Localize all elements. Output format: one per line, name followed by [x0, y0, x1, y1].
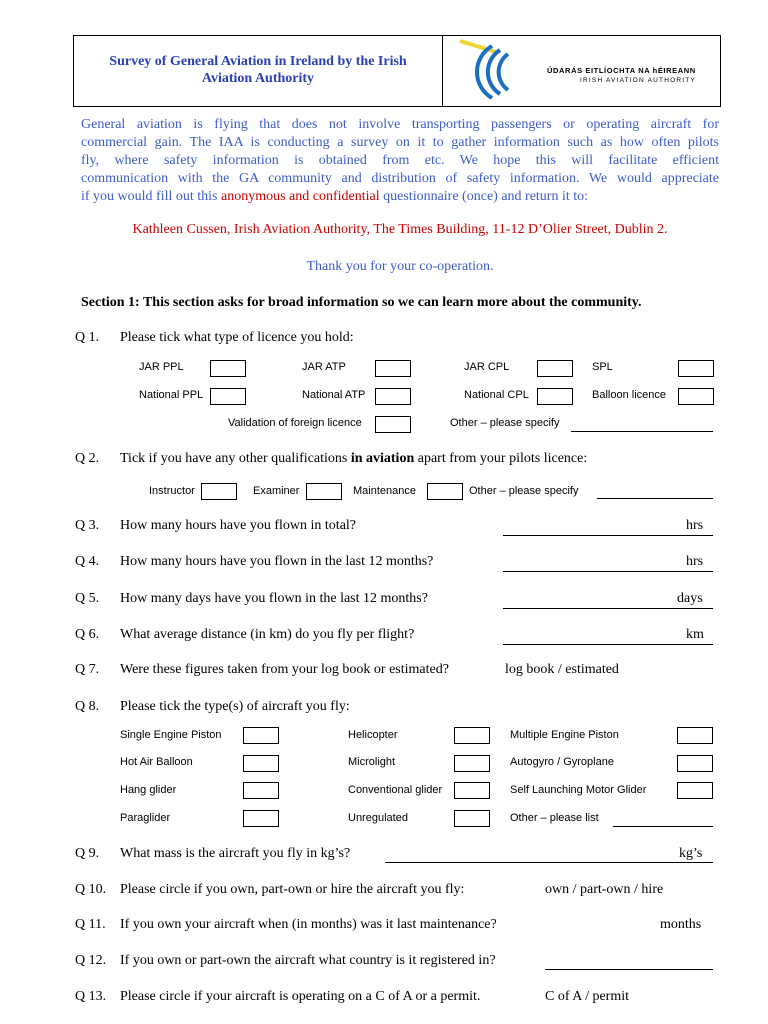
q8-opt-multiple-engine-piston: Multiple Engine Piston: [510, 729, 619, 741]
q10-answer-options[interactable]: own / part-own / hire: [545, 882, 664, 897]
q2-number: Q 2.: [75, 451, 100, 466]
q8-checkbox-single-engine-piston[interactable]: [243, 727, 279, 744]
q8-number: Q 8.: [75, 699, 100, 714]
q6-answer-field[interactable]: [503, 644, 713, 645]
q9-number: Q 9.: [75, 846, 100, 861]
q5-text: How many days have you flown in the last 12 months?: [120, 591, 428, 606]
q10-text: Please circle if you own, part-own or hire the aircraft you fly:: [120, 882, 465, 897]
q1-checkbox-foreign-validation[interactable]: [375, 416, 411, 433]
q6-number: Q 6.: [75, 627, 100, 642]
confidential-highlight: anonymous and confidential: [221, 189, 380, 204]
iaa-logo-icon: [452, 36, 532, 104]
q4-number: Q 4.: [75, 554, 100, 569]
q2-other-field[interactable]: [597, 498, 713, 499]
q12-number: Q 12.: [75, 953, 107, 968]
title-line-2: Aviation Authority: [201, 71, 315, 86]
q8-opt-helicopter: Helicopter: [348, 729, 398, 741]
q13-answer-options[interactable]: C of A / permit: [545, 989, 629, 1004]
q9-text: What mass is the aircraft you fly in kg’s?: [120, 846, 351, 861]
q7-answer-options[interactable]: log book / estimated: [505, 662, 619, 677]
q8-opt-conventional-glider: Conventional glider: [348, 784, 443, 796]
q2-text-bold: in aviation: [350, 451, 415, 466]
q2-opt-examiner: Examiner: [253, 485, 300, 497]
q1-checkbox-national-ppl[interactable]: [210, 388, 246, 405]
section-1-heading: Section 1: This section asks for broad information so we can learn more about the community.: [81, 295, 642, 310]
q3-number: Q 3.: [75, 518, 100, 533]
q2-text: [120, 451, 587, 467]
q1-opt-national-atp: National ATP: [302, 389, 366, 401]
intro-last-prefix: if you would fill out this: [81, 189, 221, 204]
q3-text: How many hours have you flown in total?: [120, 518, 357, 533]
logo-text-irish: ÚDARÁS EITLÍOCHTA NA hÉIREANN: [547, 66, 696, 75]
q2-opt-other: Other – please specify: [469, 485, 579, 497]
q1-checkbox-jar-ppl[interactable]: [210, 360, 246, 377]
q6-text: What average distance (in km) do you fly per flight?: [120, 627, 415, 642]
q3-unit: hrs: [686, 518, 704, 533]
header-divider: [442, 35, 443, 106]
intro-last-suffix: questionnaire (once) and return it to:: [379, 189, 589, 204]
intro-paragraph: [81, 116, 719, 206]
q8-checkbox-hot-air-balloon[interactable]: [243, 755, 279, 772]
q8-opt-microlight: Microlight: [348, 756, 396, 768]
q1-opt-foreign-validation: Validation of foreign licence: [228, 417, 362, 429]
q4-text: How many hours have you flown in the last 12 months?: [120, 554, 434, 569]
return-address: Kathleen Cussen, Irish Aviation Authority, The Times Building, 11-12 D’Olier Street, Dublin 2.: [132, 222, 668, 237]
q1-checkbox-balloon[interactable]: [678, 388, 714, 405]
q8-checkbox-autogyro[interactable]: [677, 755, 713, 772]
q4-answer-field[interactable]: [503, 571, 713, 572]
q3-answer-field[interactable]: [503, 535, 713, 536]
intro-line: General aviation is flying that does not involve transporting passengers or operating aircraft for: [81, 117, 719, 132]
survey-title: [74, 53, 442, 87]
q2-checkbox-maintenance[interactable]: [427, 483, 463, 500]
q1-opt-national-cpl: National CPL: [464, 389, 529, 401]
q2-checkbox-instructor[interactable]: [201, 483, 237, 500]
q7-number: Q 7.: [75, 662, 100, 677]
intro-last-line: [81, 188, 719, 206]
q5-answer-field[interactable]: [503, 608, 713, 609]
q4-unit: hrs: [686, 554, 704, 569]
intro-line: commercial gain. The IAA is conducting a survey on it to gather information such as how often pilots: [81, 135, 719, 150]
q2-text-post: apart from your pilots licence:: [414, 451, 588, 466]
title-line-1: Survey of General Aviation in Ireland by the Irish: [109, 54, 407, 69]
q8-opt-self-launching-motor-glider: Self Launching Motor Glider: [510, 784, 647, 796]
q8-opt-unregulated: Unregulated: [348, 812, 408, 824]
q8-checkbox-multiple-engine-piston[interactable]: [677, 727, 713, 744]
q8-opt-hang-glider: Hang glider: [120, 784, 177, 796]
q2-opt-instructor: Instructor: [149, 485, 195, 497]
q1-opt-balloon: Balloon licence: [592, 389, 666, 401]
q2-opt-maintenance: Maintenance: [353, 485, 416, 497]
intro-line: communication with the GA community and distribution of safety information. We would appreciate: [81, 171, 719, 186]
q8-opt-other: Other – please list: [510, 812, 599, 824]
q11-text: If you own your aircraft when (in months) was it last maintenance?: [120, 917, 497, 932]
q1-checkbox-national-cpl[interactable]: [537, 388, 573, 405]
q1-opt-other: Other – please specify: [450, 417, 560, 429]
intro-line: fly, where safety information is obtained from etc. We hope this will facilitate efficient: [81, 153, 719, 168]
logo-text-english: IRISH AVIATION AUTHORITY: [580, 77, 696, 84]
q8-checkbox-paraglider[interactable]: [243, 810, 279, 827]
q1-text: Please tick what type of licence you hold:: [120, 330, 354, 345]
q1-opt-national-ppl: National PPL: [139, 389, 204, 401]
q1-other-field[interactable]: [571, 431, 713, 432]
q11-unit: months: [660, 917, 702, 932]
q8-checkbox-conventional-glider[interactable]: [454, 782, 490, 799]
q8-opt-autogyro: Autogyro / Gyroplane: [510, 756, 614, 768]
q13-text: Please circle if your aircraft is operating on a C of A or a permit.: [120, 989, 481, 1004]
q8-opt-hot-air-balloon: Hot Air Balloon: [120, 756, 193, 768]
q1-number: Q 1.: [75, 330, 100, 345]
q13-number: Q 13.: [75, 989, 107, 1004]
q8-checkbox-hang-glider[interactable]: [243, 782, 279, 799]
q7-text: Were these figures taken from your log book or estimated?: [120, 662, 449, 677]
q8-text: Please tick the type(s) of aircraft you fly:: [120, 699, 350, 714]
q8-other-field[interactable]: [613, 826, 713, 827]
q8-opt-single-engine-piston: Single Engine Piston: [120, 729, 222, 741]
q1-checkbox-jar-atp[interactable]: [375, 360, 411, 377]
q6-unit: km: [686, 627, 704, 642]
q11-number: Q 11.: [75, 917, 106, 932]
q12-answer-field[interactable]: [545, 969, 713, 970]
q9-answer-field[interactable]: [385, 862, 713, 863]
q1-checkbox-spl[interactable]: [678, 360, 714, 377]
q1-opt-spl: SPL: [592, 361, 613, 373]
q5-number: Q 5.: [75, 591, 100, 606]
q2-text-pre: Tick if you have any other qualifications: [120, 451, 351, 466]
q8-checkbox-helicopter[interactable]: [454, 727, 490, 744]
q1-opt-jar-ppl: JAR PPL: [139, 361, 184, 373]
q9-unit: kg’s: [679, 846, 703, 861]
thanks-text: Thank you for your co-operation.: [306, 259, 494, 274]
q1-checkbox-national-atp[interactable]: [375, 388, 411, 405]
q8-checkbox-unregulated[interactable]: [454, 810, 490, 827]
q10-number: Q 10.: [75, 882, 107, 897]
q12-text: If you own or part-own the aircraft what country is it registered in?: [120, 953, 496, 968]
q5-unit: days: [677, 591, 703, 606]
q8-checkbox-self-launching-motor-glider[interactable]: [677, 782, 713, 799]
q2-checkbox-examiner[interactable]: [306, 483, 342, 500]
q1-checkbox-jar-cpl[interactable]: [537, 360, 573, 377]
q8-opt-paraglider: Paraglider: [120, 812, 171, 824]
q8-checkbox-microlight[interactable]: [454, 755, 490, 772]
q1-opt-jar-atp: JAR ATP: [302, 361, 346, 373]
q1-opt-jar-cpl: JAR CPL: [464, 361, 510, 373]
